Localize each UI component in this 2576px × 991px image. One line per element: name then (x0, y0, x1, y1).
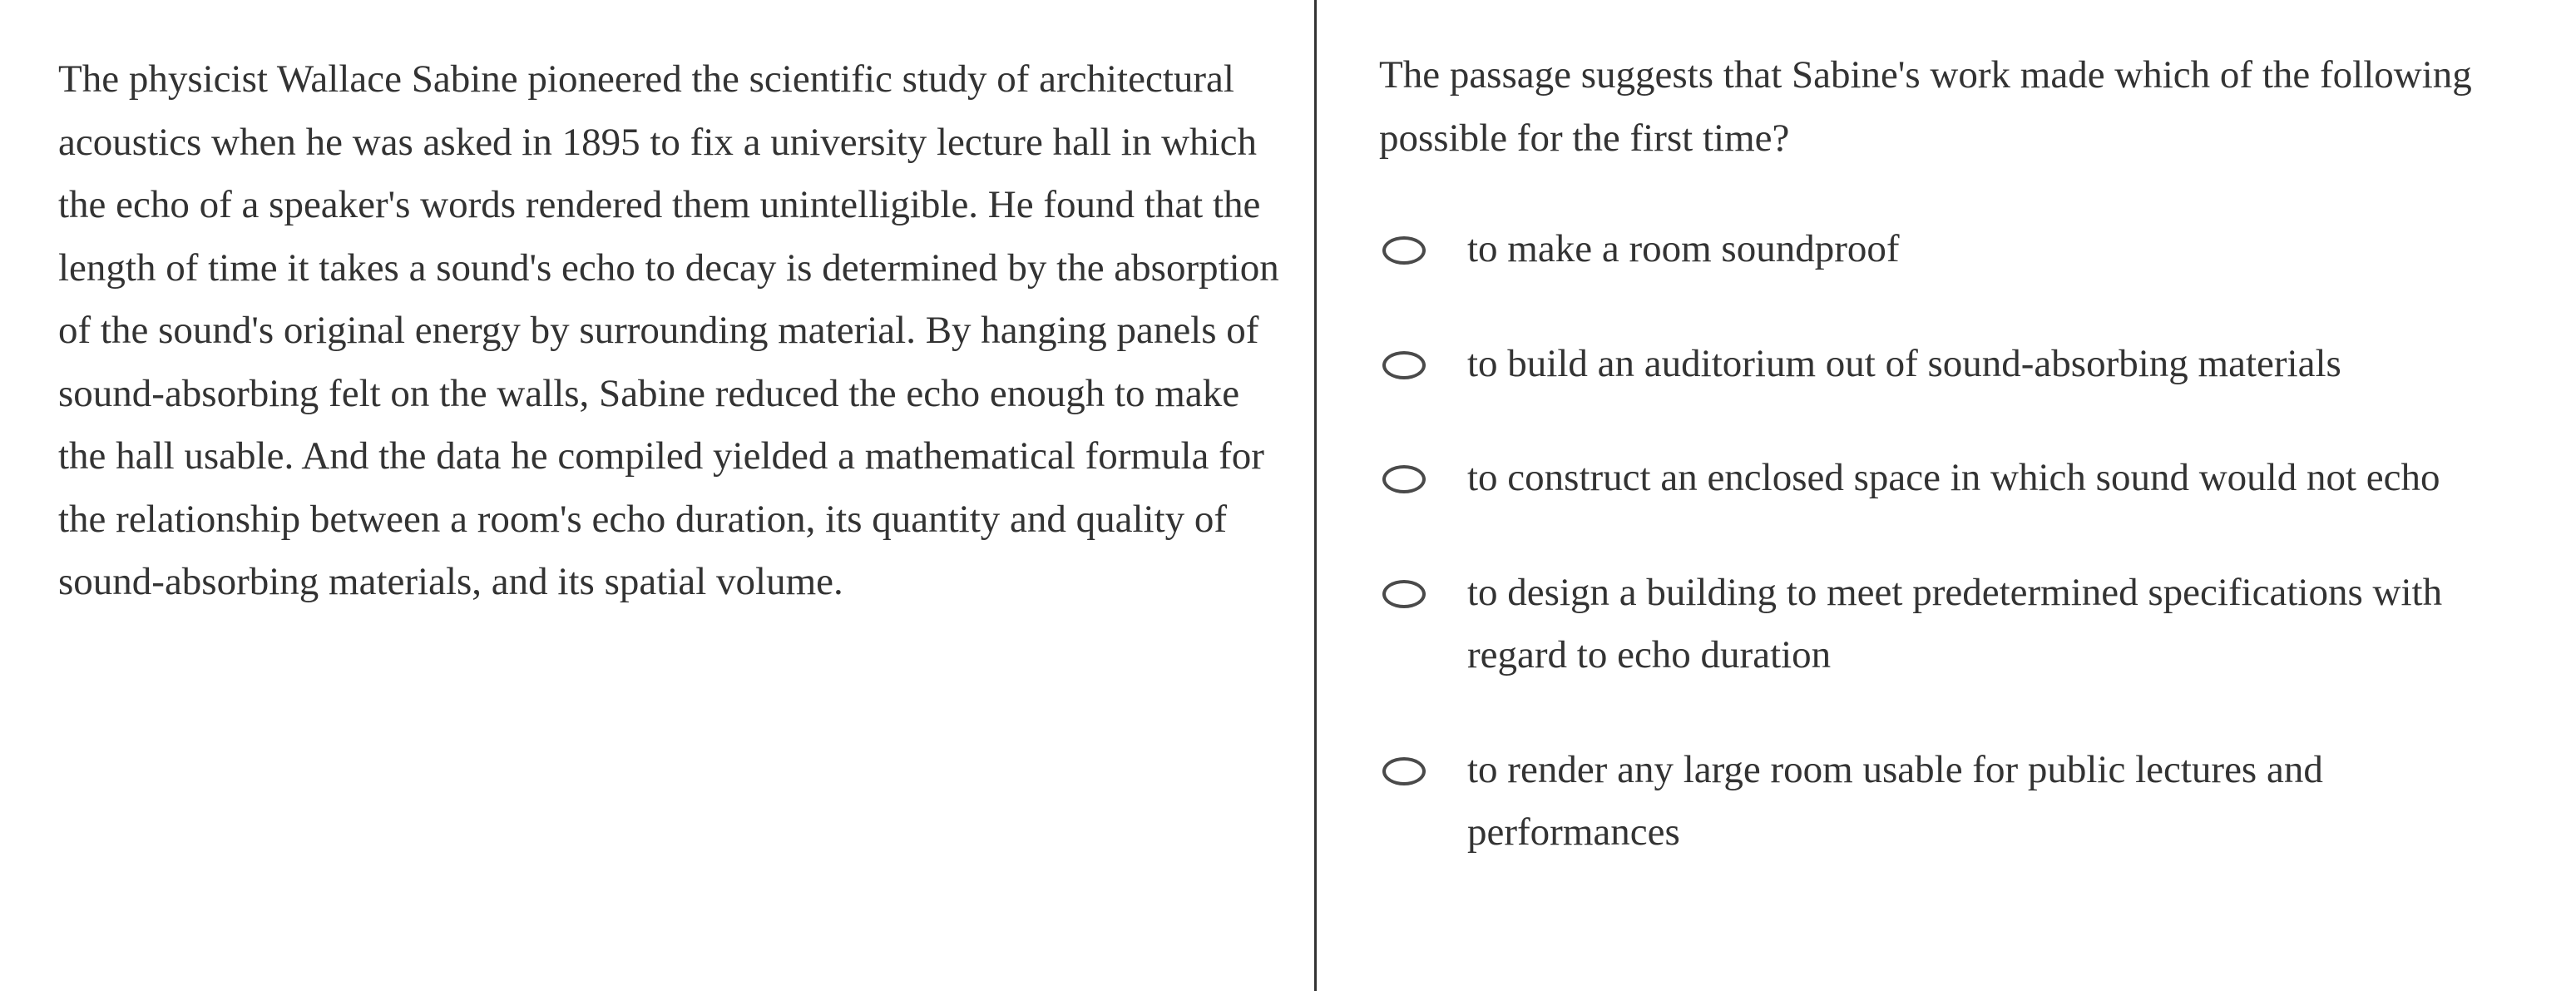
answer-choice-label: to construct an enclosed space in which sound would not echo (1467, 456, 2440, 499)
passage-text: The physicist Wallace Sabine pioneered the scientific study of architectural acoustics when he was asked in 1895 to fix a university lecture hall in which the echo of a speaker's words rendered them unintelligible. He found that the length of time it takes a sound's echo to decay is determined by the absorption of the sound's original energy by surrounding material. By hanging panels of sound-absorbing felt on the walls, Sabine reduced the echo enough to make the hall usable. And the data he compiled yielded a mathematical formula for the relationship between a room's echo duration, its quantity and quality of sound-absorbing materials, and its spatial volume. (58, 57, 1279, 603)
question-pane (1317, 0, 2576, 991)
radio-button-icon[interactable] (1382, 351, 1426, 379)
question-stem: The passage suggests that Sabine's work made which of the following possible for the first time? (1379, 53, 2472, 160)
answer-choices (1379, 218, 2543, 865)
answer-choice-3[interactable] (1379, 447, 2543, 510)
answer-choice-4[interactable] (1379, 562, 2543, 687)
answer-choice-5[interactable] (1379, 739, 2543, 865)
answer-choice-label: to make a room soundproof (1467, 227, 1900, 270)
answer-choice-1[interactable] (1379, 218, 2543, 281)
radio-button-icon[interactable] (1382, 236, 1426, 265)
radio-button-icon[interactable] (1382, 580, 1426, 608)
radio-button-icon[interactable] (1382, 757, 1426, 785)
answer-choice-2[interactable] (1379, 333, 2543, 396)
answer-choice-label: to build an auditorium out of sound-absorbing materials (1467, 341, 2341, 385)
radio-button-icon[interactable] (1382, 465, 1426, 493)
answer-choice-label: to render any large room usable for public lectures and performances (1467, 747, 2323, 854)
answer-choice-label: to design a building to meet predetermined specifications with regard to echo duration (1467, 570, 2443, 676)
